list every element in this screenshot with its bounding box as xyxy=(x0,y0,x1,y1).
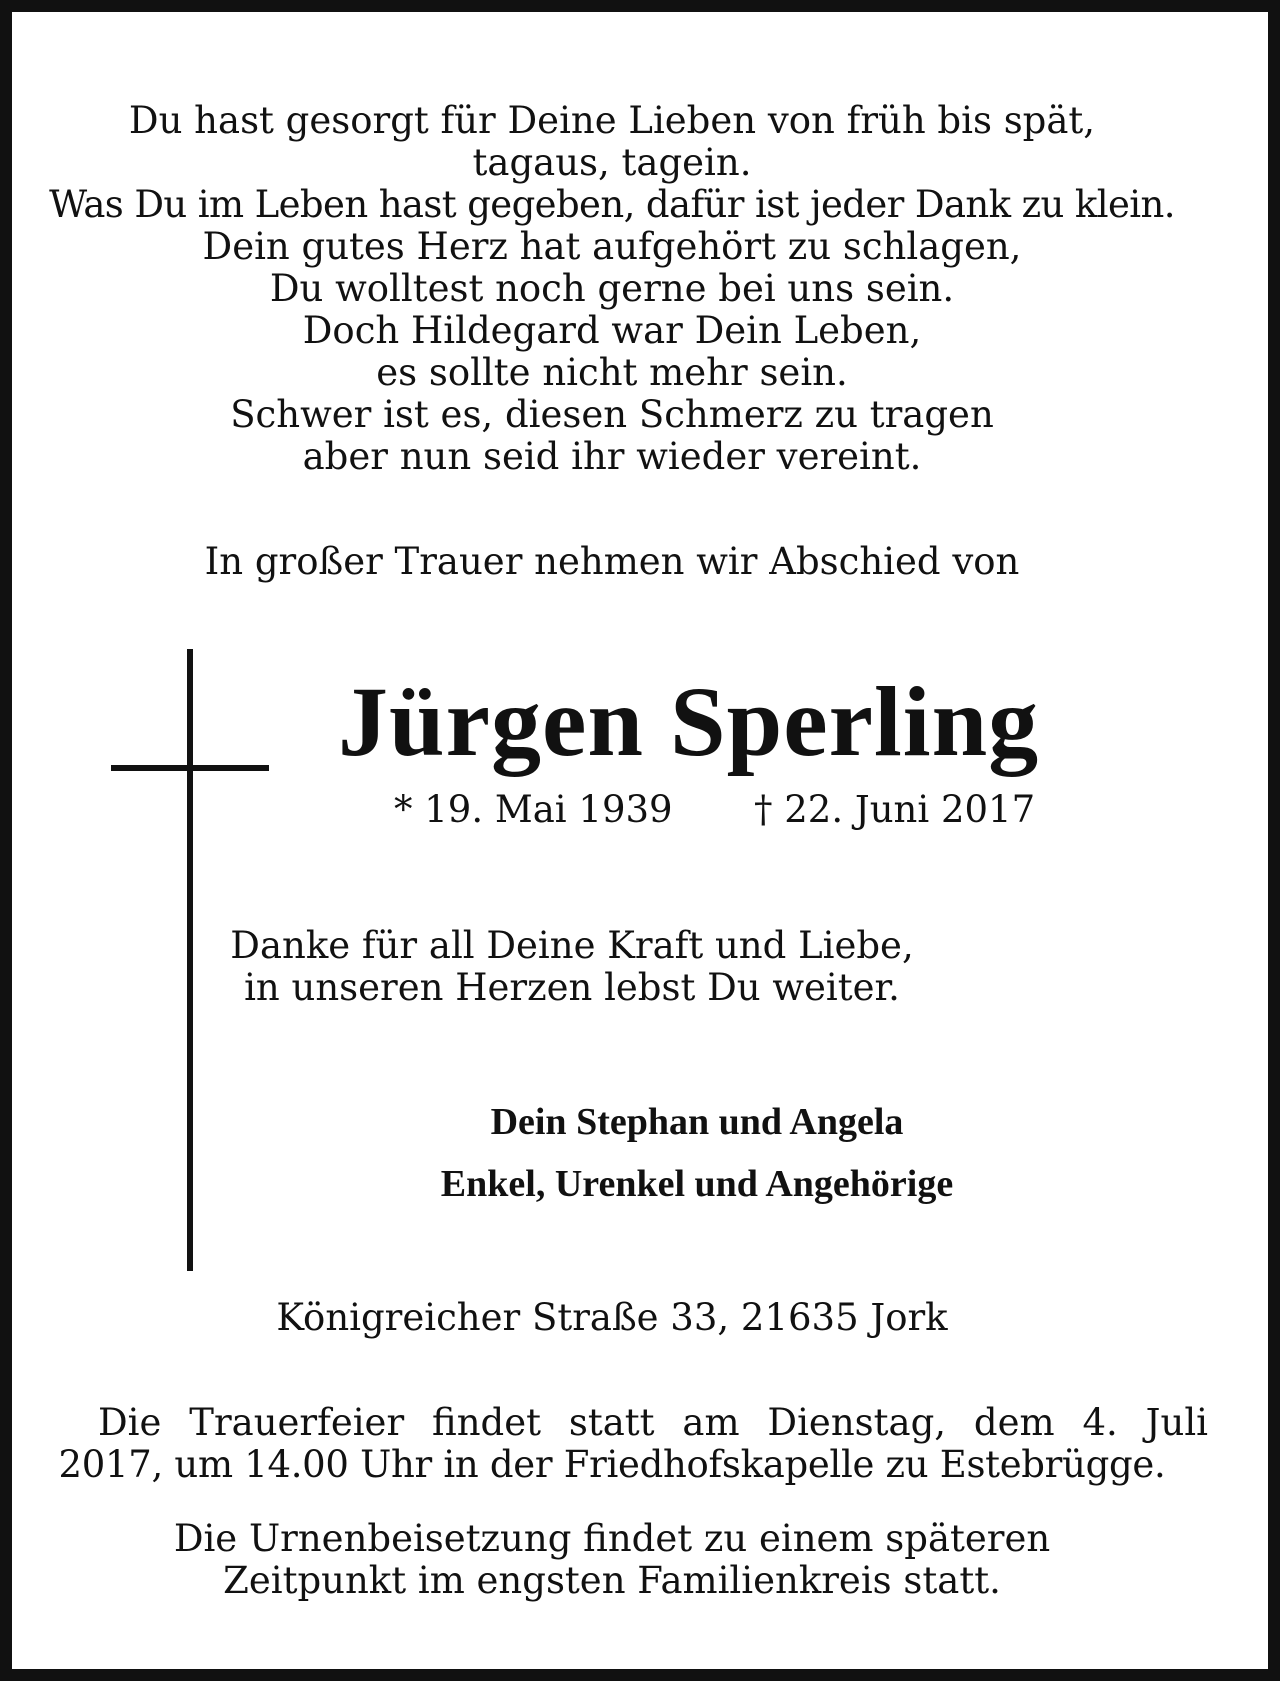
cross-icon-bar xyxy=(111,765,269,771)
birth-date: * 19. Mai 1939 xyxy=(394,788,673,831)
burial-line: Zeitpunkt im engsten Familienkreis statt. xyxy=(223,1559,1001,1602)
thanks-line: in unseren Herzen lebst Du weiter. xyxy=(244,966,900,1009)
mourners-line: Dein Stephan und Angela xyxy=(490,1101,904,1143)
poem-line: Du wolltest noch gerne bei uns sein. xyxy=(269,267,955,310)
mourners-line: Enkel, Urenkel und Angehörige xyxy=(440,1163,954,1205)
burial-line: Die Urnenbeisetzung findet zu einem späteren xyxy=(173,1517,1051,1560)
poem-line: Dein gutes Herz hat aufgehört zu schlagen, xyxy=(202,225,1022,268)
thanks-line: Danke für all Deine Kraft und Liebe, xyxy=(230,924,914,967)
deceased-name: Jürgen Sperling xyxy=(338,666,1040,777)
ceremony-line: 2017, um 14.00 Uhr in der Friedhofskapelle zu Estebrügge. xyxy=(58,1443,1166,1486)
address-line: Königreicher Straße 33, 21635 Jork xyxy=(276,1296,948,1339)
poem-line: Doch Hildegard war Dein Leben, xyxy=(302,309,922,352)
poem-line: Was Du im Leben hast gegeben, dafür ist jeder Dank zu klein. xyxy=(49,183,1175,226)
poem-line: Schwer ist es, diesen Schmerz zu tragen xyxy=(230,393,994,436)
poem-line: tagaus, tagein. xyxy=(472,141,752,184)
poem-line: Du hast gesorgt für Deine Lieben von früh bis spät, xyxy=(128,99,1096,142)
ceremony-line: Die Trauerfeier findet statt am Dienstag, dem 4. Juli xyxy=(98,1401,1208,1444)
poem-line: es sollte nicht mehr sein. xyxy=(376,351,848,394)
farewell-line: In großer Trauer nehmen wir Abschied von xyxy=(204,540,1020,583)
death-date: † 22. Juni 2017 xyxy=(754,788,1036,831)
poem-line: aber nun seid ihr wieder vereint. xyxy=(302,435,922,478)
